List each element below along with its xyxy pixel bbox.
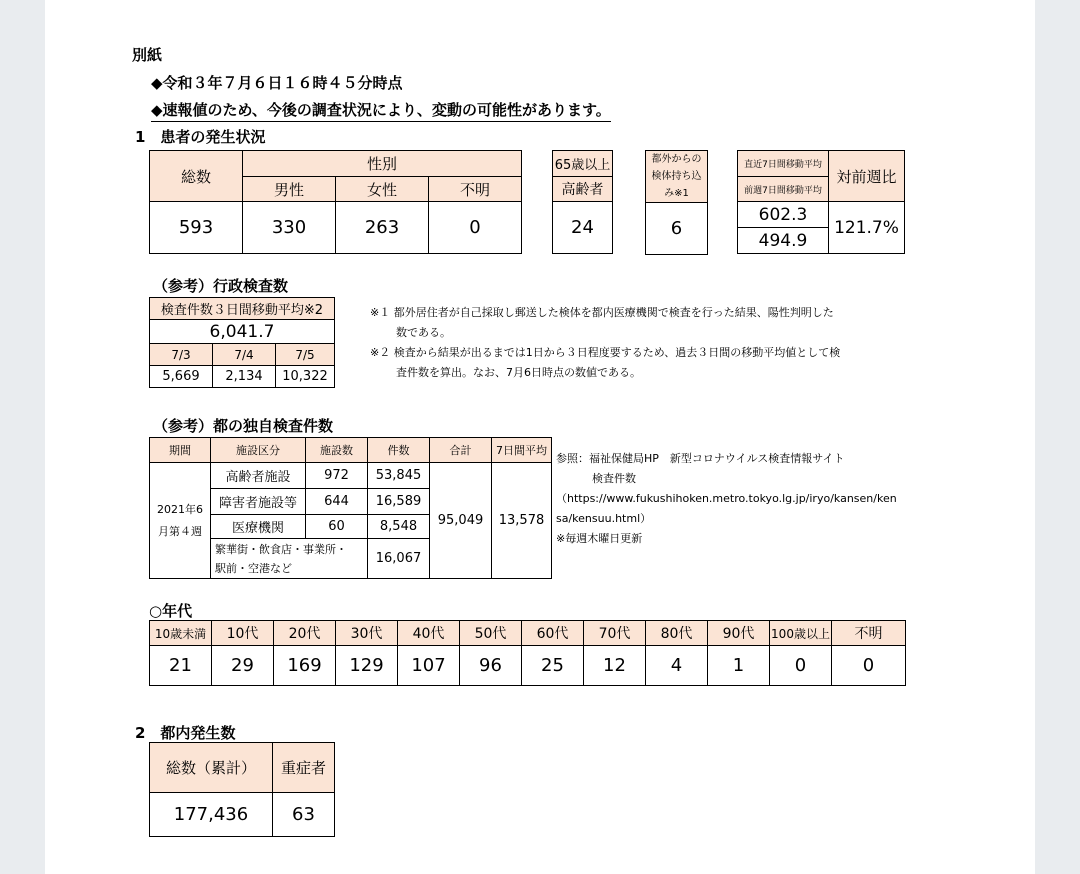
admin-tests-table bbox=[149, 297, 335, 388]
own-header: 施設数 bbox=[306, 438, 368, 463]
cumulative-table bbox=[149, 742, 335, 837]
admin-date: 7/5 bbox=[276, 344, 335, 366]
own-test-count: 53,845 bbox=[368, 463, 430, 489]
own-facility-count: 60 bbox=[306, 515, 368, 539]
age-label: 30代 bbox=[336, 621, 398, 646]
age-value: 129 bbox=[336, 646, 398, 686]
age-label: 40代 bbox=[398, 621, 460, 646]
elderly-value: 24 bbox=[553, 202, 613, 254]
age-value: 21 bbox=[150, 646, 212, 686]
own-period: 2021年6 月第４週 bbox=[150, 463, 211, 579]
age-label: 50代 bbox=[460, 621, 522, 646]
severe-header: 重症者 bbox=[273, 743, 335, 793]
admin-count: 10,322 bbox=[276, 366, 335, 388]
elderly-header-line1: 65歳以上 bbox=[553, 151, 613, 177]
age-label: 10歳未満 bbox=[150, 621, 212, 646]
age-label: 90代 bbox=[708, 621, 770, 646]
age-label: 70代 bbox=[584, 621, 646, 646]
cumulative-total-value: 177,436 bbox=[150, 793, 273, 837]
age-label: 60代 bbox=[522, 621, 584, 646]
prev-avg-header: 前週7日間移動平均 bbox=[738, 177, 829, 202]
own-facility-type: 高齢者施設 bbox=[211, 463, 306, 489]
age-value: 107 bbox=[398, 646, 460, 686]
admin-avg-header: 検査件数３日間移動平均※2 bbox=[150, 298, 335, 320]
preliminary-notice: ◆速報値のため、今後の調査状況により、変動の可能性があります。 bbox=[151, 99, 611, 122]
age-value: 25 bbox=[522, 646, 584, 686]
total-header: 総数 bbox=[150, 151, 243, 202]
age-value: 169 bbox=[274, 646, 336, 686]
own-facility-type: 医療機関 bbox=[211, 515, 306, 539]
elderly-table bbox=[552, 150, 613, 254]
own-header: 7日間平均 bbox=[492, 438, 552, 463]
recent-avg-value: 602.3 bbox=[738, 202, 829, 228]
appendix-label: 別紙 bbox=[132, 46, 163, 64]
own-tests-reference: 参照：福祉保健局HP 新型コロナウイルス検査情報サイト 検査件数 （https://www.fukushihoken.metro.tokyo.lg.jp/iryo/kansen/ken sa/kensuu.html） ※毎週木曜日更新 bbox=[556, 452, 897, 545]
admin-date: 7/3 bbox=[150, 344, 213, 366]
own-tests-table bbox=[149, 437, 552, 579]
age-value: 29 bbox=[212, 646, 274, 686]
ratio-value: 121.7% bbox=[829, 202, 905, 254]
male-value: 330 bbox=[243, 202, 336, 254]
outside-table bbox=[645, 150, 708, 255]
total-value: 593 bbox=[150, 202, 243, 254]
section2-heading: 2 都内発生数 bbox=[135, 724, 236, 742]
male-header: 男性 bbox=[243, 177, 336, 202]
ratio-header: 対前週比 bbox=[829, 151, 905, 202]
age-value: 0 bbox=[770, 646, 832, 686]
admin-date: 7/4 bbox=[213, 344, 276, 366]
recent-avg-header: 直近7日間移動平均 bbox=[738, 151, 829, 177]
elderly-header-line2: 高齢者 bbox=[553, 177, 613, 202]
own-total: 95,049 bbox=[430, 463, 492, 579]
footnote-1: ※１ 都外居住者が自己採取し郵送した検体を都内医療機関で検査を行った結果、陽性判明した 数である。 bbox=[370, 306, 834, 339]
admin-count: 5,669 bbox=[150, 366, 213, 388]
document-page bbox=[45, 0, 1035, 874]
age-value: 0 bbox=[832, 646, 906, 686]
own-facility-type: 障害者施設等 bbox=[211, 489, 306, 515]
patient-table bbox=[149, 150, 522, 254]
own-header: 期間 bbox=[150, 438, 211, 463]
own-header: 合計 bbox=[430, 438, 492, 463]
timestamp-note: ◆令和３年７月６日１６時４５分時点 bbox=[151, 74, 403, 92]
unknown-header: 不明 bbox=[429, 177, 522, 202]
section1-heading: 1 患者の発生状況 bbox=[135, 128, 266, 146]
own-facility-type-other: 繁華街・飲食店・事業所・ 駅前・空港など bbox=[211, 539, 368, 579]
age-value: 4 bbox=[646, 646, 708, 686]
admin-avg-value: 6,041.7 bbox=[150, 320, 335, 344]
own-test-count: 8,548 bbox=[368, 515, 430, 539]
female-value: 263 bbox=[336, 202, 429, 254]
own-test-count: 16,067 bbox=[368, 539, 430, 579]
footnote-2: ※２ 検査から結果が出るまでは1日から３日程度要するため、過去３日間の移動平均値として検 査件数を算出。なお、7月6日時点の数値である。 bbox=[370, 346, 841, 379]
age-value: 12 bbox=[584, 646, 646, 686]
own-avg7: 13,578 bbox=[492, 463, 552, 579]
reference-url-line2: sa/kensuu.html） bbox=[556, 512, 652, 525]
sex-header: 性別 bbox=[243, 151, 522, 177]
own-facility-count: 972 bbox=[306, 463, 368, 489]
severe-value: 63 bbox=[273, 793, 335, 837]
unknown-value: 0 bbox=[429, 202, 522, 254]
own-tests-heading: （参考）都の独自検査件数 bbox=[153, 417, 334, 435]
own-header: 件数 bbox=[368, 438, 430, 463]
admin-count: 2,134 bbox=[213, 366, 276, 388]
age-label: 不明 bbox=[832, 621, 906, 646]
reference-url-line1: （https://www.fukushihoken.metro.tokyo.lg.jp/iryo/kansen/ken bbox=[556, 492, 897, 505]
outside-value: 6 bbox=[646, 203, 708, 255]
cumulative-total-header: 総数（累計） bbox=[150, 743, 273, 793]
age-label: 100歳以上 bbox=[770, 621, 832, 646]
age-label: 80代 bbox=[646, 621, 708, 646]
prev-avg-value: 494.9 bbox=[738, 228, 829, 254]
age-label: 20代 bbox=[274, 621, 336, 646]
age-value: 1 bbox=[708, 646, 770, 686]
age-table bbox=[149, 620, 906, 686]
outside-header: 都外からの 検体持ち込 み※1 bbox=[646, 151, 708, 203]
moving-average-table bbox=[737, 150, 905, 254]
age-heading: ○年代 bbox=[149, 602, 193, 620]
own-facility-count: 644 bbox=[306, 489, 368, 515]
age-label: 10代 bbox=[212, 621, 274, 646]
admin-tests-heading: （参考）行政検査数 bbox=[153, 277, 289, 295]
own-header: 施設区分 bbox=[211, 438, 306, 463]
age-value: 96 bbox=[460, 646, 522, 686]
female-header: 女性 bbox=[336, 177, 429, 202]
own-test-count: 16,589 bbox=[368, 489, 430, 515]
